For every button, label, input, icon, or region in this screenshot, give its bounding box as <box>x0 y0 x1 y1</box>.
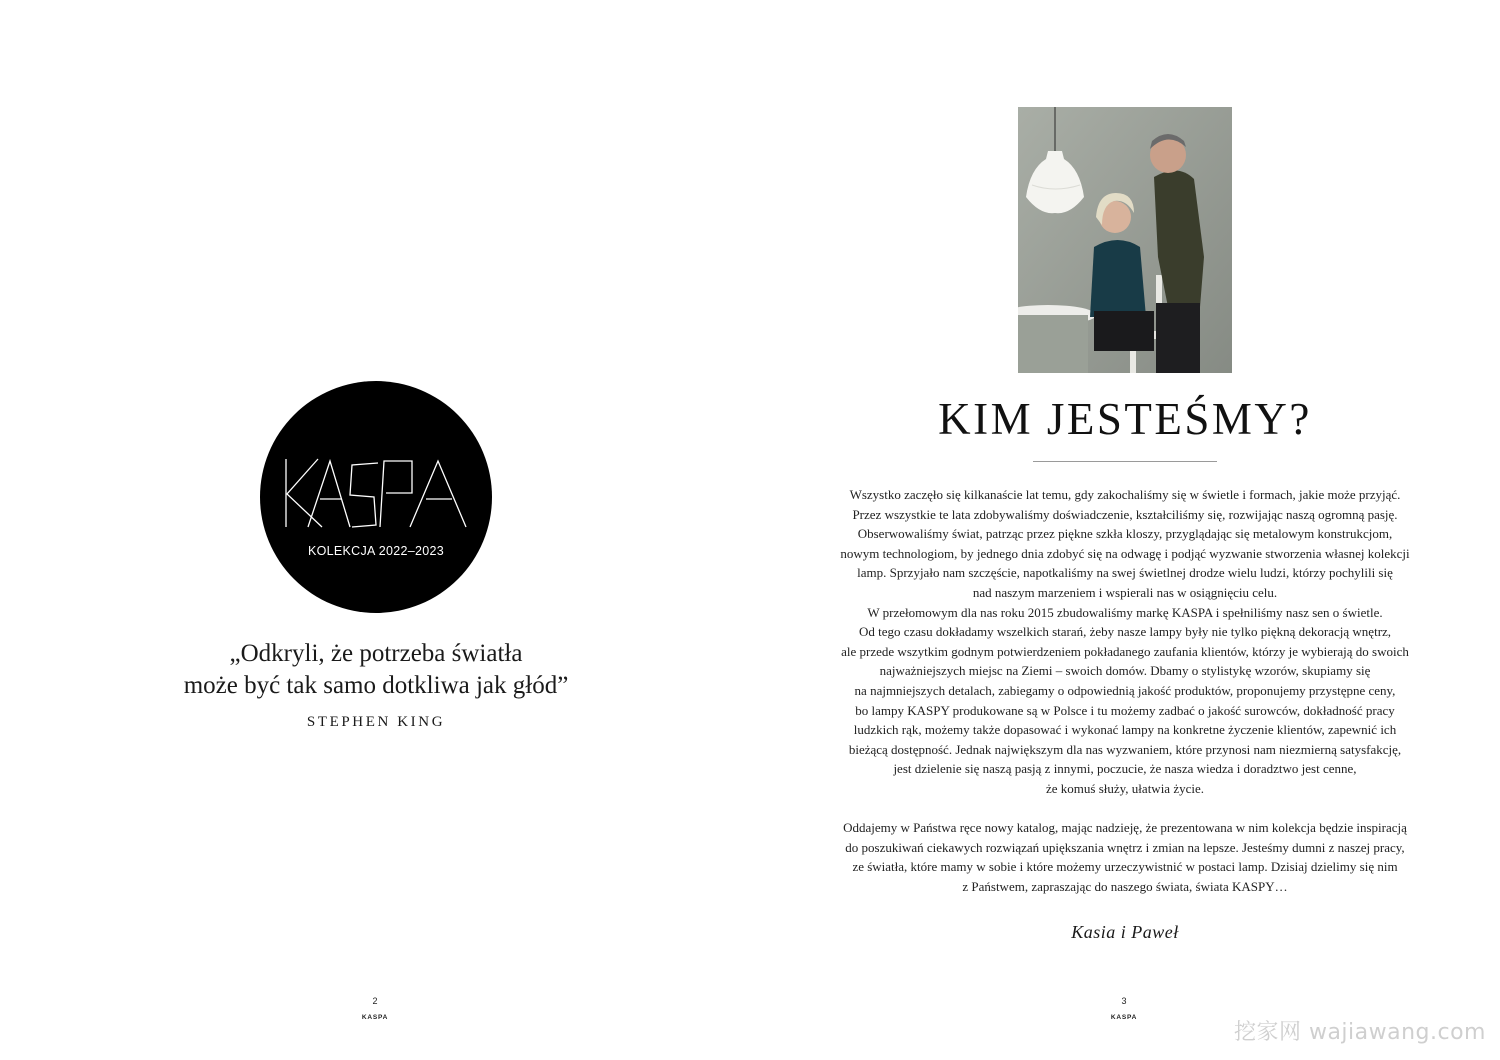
right-footer <box>1074 996 1174 1021</box>
kaspa-wordmark-icon <box>260 381 492 613</box>
body-line: Oddajemy w Państwa ręce nowy katalog, mając nadzieję, że prezentowana w nim kolekcja będzie inspiracją <box>843 820 1407 836</box>
body-line: nowym technologiom, by jednego dnia zdobyć się na odwagę i podjąć wyzwanie stworzenia własnej kolekcji <box>840 545 1410 561</box>
quote-author: STEPHEN KING <box>306 714 446 730</box>
right-page <box>750 0 1500 1060</box>
body-line: na najmniejszych detalach, zabiegamy o odpowiednią jakość produktów, proponujemy przystępne ceny, <box>854 682 1396 698</box>
body-line: Wszystko zaczęło się kilkanaście lat temu, gdy zakochaliśmy się w świetle i formach, jakie może przyjąć. <box>849 487 1401 502</box>
page-number: 3 <box>1121 996 1127 1006</box>
body-line: do poszukiwań ciekawych rozwiązań upiększania wnętrz i zmian na lepsze. Jesteśmy dumni z naszej pracy, <box>845 839 1405 855</box>
body-line: najważniejszych miejsc na Ziemi – swoich domów. Dbamy o stylistykę wzorów, skupiamy się <box>879 663 1371 679</box>
body-line: ludzkich rąk, możemy także dopasować i wykonać lampy na konkretne życzenie klientów, zapewnić ich <box>853 722 1397 738</box>
body-line: bieżącą dostępność. Jednak największym dla nas wyzwaniem, które przynosi nam niezmierną satysfakcję, <box>848 741 1402 757</box>
logo-subtitle: KOLEKCJA 2022–2023 <box>307 544 445 558</box>
founders-photo <box>1018 107 1232 373</box>
quote-line: „Odkryli, że potrzeba światła <box>229 640 523 667</box>
footer-brand: KASPA <box>1110 1014 1138 1021</box>
site-watermark: 挖家网 wajiawang.com <box>1233 1020 1486 1045</box>
body-line: nad naszym marzeniem i wspierali nas w osiągnięciu celu. <box>972 584 1278 600</box>
left-footer <box>325 996 425 1021</box>
body-line: ale przede wszytkim godnym potwierdzeniem pokładanego zaufania klientów, którzy je wybierają do swoich <box>841 643 1409 659</box>
page-number: 2 <box>372 996 378 1006</box>
footer-brand: KASPA <box>361 1014 389 1021</box>
body-text <box>810 485 1440 896</box>
signature: Kasia i Paweł <box>1071 922 1179 942</box>
body-line: lamp. Sprzyjało nam szczęście, napotkaliśmy na swej świetlnej drodze wielu ludzi, którzy pochylili się <box>857 565 1393 581</box>
quote-line: może być tak samo dotkliwa jak głód” <box>183 672 569 699</box>
body-line: Przez wszystkie te lata zdobywaliśmy doświadczenie, kształciliśmy się, rozwijając naszą ogromną pasję. <box>852 506 1398 522</box>
body-line: z Państwem, zapraszając do naszego świata, świata KASPY… <box>962 878 1288 894</box>
body-line: bo lampy KASPY produkowane są w Polsce i tu możemy zadbać o jakość surowców, dokładność pracy <box>855 702 1395 718</box>
paragraph-gap <box>810 799 1440 819</box>
kaspa-logo <box>260 381 492 613</box>
page-heading: KIM JESTEŚMY? <box>938 394 1312 444</box>
heading-divider <box>1033 461 1217 462</box>
body-line: ze światła, które mamy w sobie i które możemy urzeczywistnić w postaci lamp. Dzisiaj dzielimy się nim <box>852 859 1398 875</box>
body-line: Od tego czasu dokładamy wszelkich starań, żeby nasze lampy były nie tylko piękną dekoracją wnętrz, <box>858 624 1392 640</box>
body-line: że komuś służy, ułatwia życie. <box>1046 780 1204 796</box>
quote <box>120 638 632 702</box>
body-line: Obserwowaliśmy świat, patrząc przez piękne szkła kloszy, przyglądając się metalowym konstrukcjom, <box>857 526 1393 542</box>
body-line: jest dzielenie się naszą pasją z innymi, poczucie, że nasza wiedza i doradztwo jest cenne, <box>893 761 1357 777</box>
body-line: W przełomowym dla nas roku 2015 zbudowaliśmy markę KASPA i spełniliśmy nasz sen o świetle. <box>867 604 1383 620</box>
